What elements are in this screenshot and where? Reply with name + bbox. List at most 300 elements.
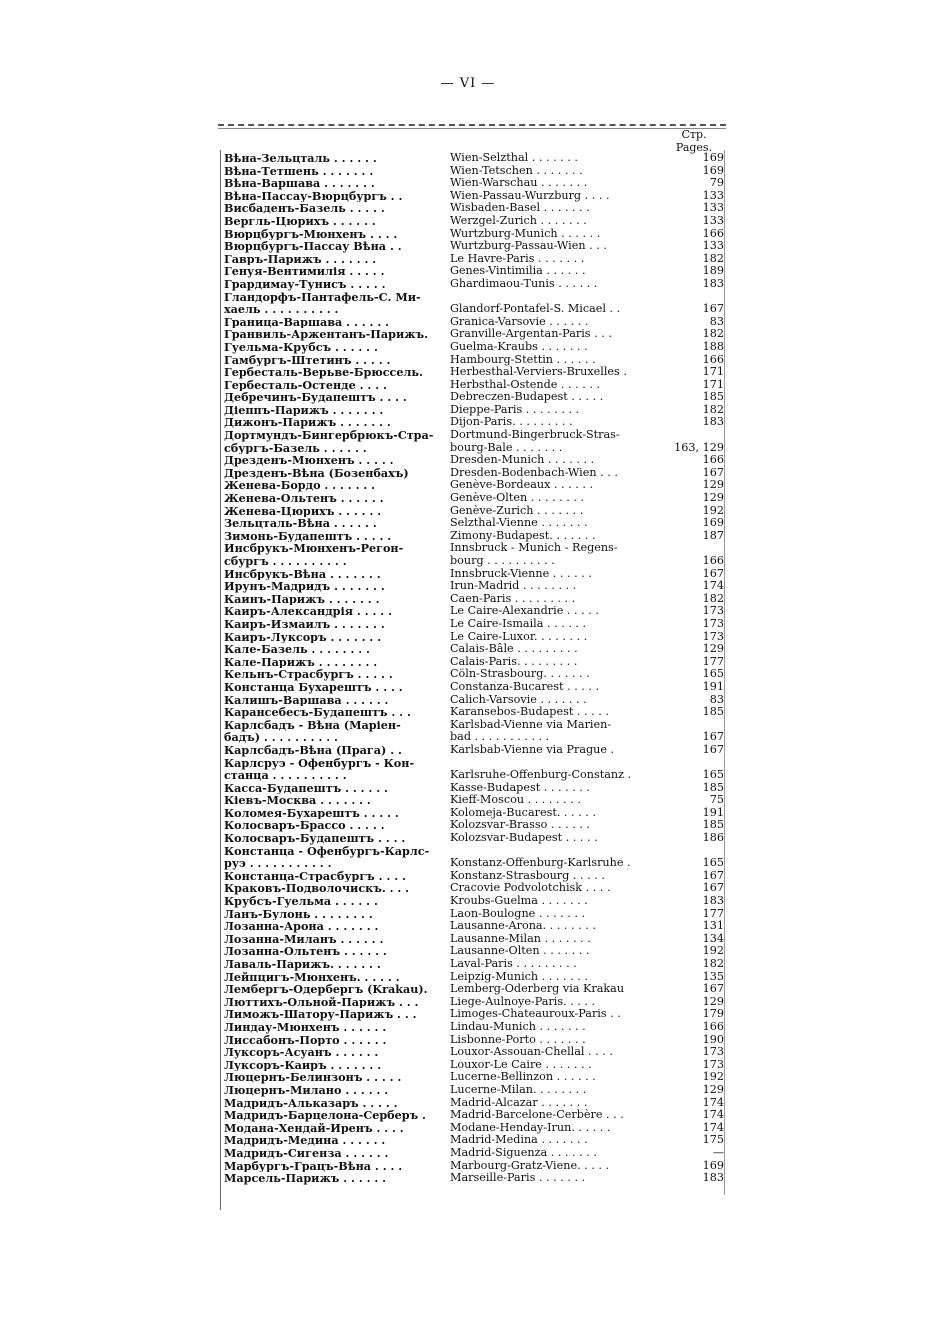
- route-name-latin: Le Havre-Paris . . . . . . .: [450, 252, 585, 265]
- route-name-latin: Granica-Varsovie . . . . . .: [450, 315, 589, 328]
- table-row: [224, 1059, 724, 1072]
- route-name-russian: Ирунъ-Мадридъ . . . . . . .: [224, 580, 385, 593]
- page-number-cell: 133: [702, 214, 724, 227]
- page-number-cell: 169: [702, 517, 724, 530]
- table-row: [224, 719, 724, 744]
- table-row: [224, 782, 724, 795]
- route-name-latin: Madrid-Alcazar . . . . . . .: [450, 1096, 588, 1109]
- page-number-cell: 167: [702, 882, 724, 895]
- route-name-latin: Lindau-Munich . . . . . . .: [450, 1020, 586, 1033]
- table-row: [224, 832, 724, 845]
- route-name-latin: Irun-Madrid . . . . . . . .: [450, 580, 577, 593]
- table-row: [224, 1172, 724, 1185]
- route-name-russian: Каиръ-Луксоръ . . . . . . .: [224, 630, 382, 644]
- page-number-cell: 183: [702, 1172, 724, 1185]
- route-name-latin: Wurtzburg-Munich . . . . . .: [450, 227, 601, 240]
- table-row: [224, 228, 724, 241]
- route-name-latin: Genève-Bordeaux . . . . . .: [450, 479, 594, 492]
- route-name-latin: Lemberg-Oderberg via Krakau: [450, 983, 625, 996]
- header-rule-thin: [218, 128, 726, 129]
- table-row: [224, 316, 724, 329]
- page-number-cell: 177: [702, 907, 724, 920]
- route-name-latin: Limoges-Chateauroux-Paris . .: [450, 1008, 621, 1021]
- table-row: [224, 354, 724, 367]
- route-name-latin: Wien-Selzthal . . . . . . .: [450, 152, 578, 164]
- route-name-latin: Genes-Vintimilia . . . . . .: [450, 265, 586, 278]
- route-name-latin: Lausanne-Milan . . . . . . .: [450, 932, 591, 945]
- page-number-cell: 173: [702, 630, 724, 643]
- page-number-cell: 83: [709, 693, 724, 706]
- table-row: [224, 253, 724, 266]
- route-name-russian: Кіевъ-Москва . . . . . . .: [224, 794, 371, 807]
- table-row: [224, 479, 724, 492]
- route-name-latin: Karlsruhe-Offenburg-Constanz .: [450, 768, 632, 782]
- table-row: [224, 580, 724, 593]
- route-name-latin: Caen-Paris . . . . . . . . .: [450, 592, 576, 605]
- page-number-cell: 174: [702, 1109, 724, 1122]
- page-number-cell: 167: [702, 302, 724, 316]
- route-name-russian: Генуя-Вентимилія . . . . .: [224, 265, 385, 278]
- header-rule: [218, 124, 726, 126]
- page-number-cell: 174: [702, 1096, 724, 1109]
- route-name-russian: Мадридъ-Сигенза . . . . . .: [224, 1146, 389, 1160]
- route-name-russian: Гамбургъ-Штетинъ . . . . .: [224, 353, 391, 367]
- route-name-latin: Karansebos-Budapest . . . . .: [450, 706, 609, 719]
- route-name-latin: Lisbonne-Porto . . . . . . .: [450, 1033, 586, 1046]
- route-name-russian: Граница-Варшава . . . . . .: [224, 315, 389, 329]
- page-number-cell: 79: [709, 177, 724, 190]
- table-row: [224, 152, 724, 165]
- table-row: [224, 379, 724, 392]
- route-name-latin: Kolozsvar-Budapest . . . . .: [450, 832, 598, 845]
- route-name-latin: Calich-Varsovie . . . . . . .: [450, 693, 587, 706]
- route-name-russian: Женева-Цюрихъ . . . . . .: [224, 504, 382, 518]
- route-name-russian: Вѣна-Варшава . . . . . . .: [224, 177, 375, 190]
- route-name-latin: Dresden-Munich . . . . . . .: [450, 454, 595, 467]
- route-name-latin: Kieff-Moscou . . . . . . . .: [450, 794, 581, 807]
- table-row: [224, 568, 724, 581]
- table-row: [224, 1084, 724, 1097]
- table-row: [224, 366, 724, 379]
- table-row: [224, 694, 724, 707]
- route-name-latin: Wien-Tetschen . . . . . . .: [450, 164, 583, 177]
- page-number-cell: 182: [702, 592, 724, 605]
- table-row: [224, 933, 724, 946]
- route-name-russian: Дижонъ-Парижъ . . . . . . .: [224, 416, 391, 430]
- route-name-latin: Laval-Paris . . . . . . . . .: [450, 958, 577, 970]
- route-name-latin: Konstanz-Strasbourg . . . . .: [450, 869, 605, 882]
- route-name-latin: Wurtzburg-Passau-Wien . . .: [450, 240, 607, 253]
- page-number-cell: 167: [702, 743, 724, 756]
- table-row: [224, 202, 724, 215]
- table-row: [224, 920, 724, 933]
- route-name-russian: Лейпцигъ-Мюнхенъ. . . . . .: [224, 970, 400, 984]
- route-name-russian: Гавръ-Парижъ . . . . . . .: [224, 252, 377, 266]
- table-row: [224, 429, 724, 454]
- page-number-cell: 173: [702, 617, 724, 630]
- route-name-russian: Дрезденъ-Вѣна (Бозенбахъ): [224, 466, 409, 480]
- route-name-latin: Madrid-Barcelone-Cerbère . . .: [450, 1109, 624, 1122]
- table-row: [224, 190, 724, 203]
- page-number-cell: 134: [702, 932, 724, 945]
- table-row: [224, 882, 724, 895]
- page-number-cell: 183: [702, 895, 724, 908]
- table-row: [224, 1034, 724, 1047]
- page-number-cell: 171: [702, 366, 724, 379]
- page-number-cell: 131: [702, 920, 724, 933]
- table-row: [224, 744, 724, 757]
- route-name-latin: Le Caire-Luxor. . . . . . . .: [450, 630, 588, 643]
- route-name-russian: Гербесталь-Остенде . . . .: [224, 378, 387, 392]
- table-row: [224, 996, 724, 1009]
- table-row: [224, 278, 724, 291]
- route-name-latin: Selzthal-Vienne . . . . . . .: [450, 517, 588, 530]
- route-name-russian: Гландорфъ-Пантафель-С. Ми- хаель . . . . . . . . . .: [224, 290, 421, 316]
- page-number-cell: 129: [702, 1083, 724, 1096]
- route-name-russian: Лаваль-Парижъ. . . . . . .: [224, 958, 381, 971]
- route-name-latin: Madrid-Siguenza . . . . . . .: [450, 1146, 597, 1159]
- page-number-cell: 182: [702, 328, 724, 341]
- route-name-latin: Constanza-Bucarest . . . . .: [450, 680, 600, 693]
- page-number-cell: 169: [702, 1159, 724, 1172]
- table-row: [224, 794, 724, 807]
- route-name-russian: Колосваръ-Брассо . . . . .: [224, 819, 385, 833]
- page-number-cell: 189: [702, 265, 724, 278]
- page-number-cell: 179: [702, 1008, 724, 1021]
- page-number-cell: 169: [702, 152, 724, 164]
- route-name-latin: Genève-Olten . . . . . . . .: [450, 492, 585, 505]
- table-row: [224, 593, 724, 606]
- page-number-cell: 185: [702, 391, 724, 404]
- route-name-latin: Louxor-Le Caire . . . . . . .: [450, 1058, 592, 1071]
- route-name-latin: Calais-Paris. . . . . . . . .: [450, 655, 578, 668]
- route-name-latin: Herbsthal-Ostende . . . . . .: [450, 378, 601, 391]
- route-name-russian: Лозанна-Ольтенъ . . . . . .: [224, 945, 387, 958]
- route-name-latin: Dortmund-Bingerbruck-Stras- bourg-Bale . . . . . . .: [450, 429, 620, 454]
- page-number-cell: 167: [702, 730, 724, 744]
- table-row: [224, 757, 724, 782]
- route-name-russian: Кельнъ-Страсбургъ . . . . .: [224, 668, 393, 681]
- route-name-latin: Lausanne-Olten . . . . . . .: [450, 945, 590, 958]
- route-name-russian: Каиръ-Измаилъ . . . . . . .: [224, 617, 385, 631]
- route-name-russian: Луксоръ-Асуанъ . . . . . .: [224, 1046, 379, 1059]
- route-name-latin: Karlsbab-Vienne via Prague .: [450, 743, 615, 756]
- page-number-cell: 165: [702, 668, 724, 681]
- page-number-cell: 166: [702, 227, 724, 240]
- route-name-latin: Kolomeja-Bucarest. . . . . .: [450, 806, 596, 819]
- page-number-cell: 166: [702, 1020, 724, 1033]
- table-row: [224, 681, 724, 694]
- route-name-russian: Мадридъ-Альказаръ . . . . .: [224, 1096, 398, 1110]
- route-name-latin: Glandorf-Pontafel-S. Micael . .: [450, 302, 621, 316]
- route-name-latin: Guelma-Kraubs . . . . . . .: [450, 340, 588, 353]
- table-row: [224, 215, 724, 228]
- route-name-latin: Zimony-Budapest. . . . . . .: [450, 529, 596, 542]
- page-number-cell: 165: [702, 856, 724, 870]
- page-number-cell: 166: [702, 454, 724, 467]
- table-row: [224, 618, 724, 631]
- column-header-pages-ru: Стр.: [681, 128, 707, 141]
- table-row: [224, 983, 724, 996]
- table-row: [224, 668, 724, 681]
- route-name-russian: Мадридъ-Медина . . . . . .: [224, 1134, 386, 1147]
- route-name-russian: Касса-Будапештъ . . . . . .: [224, 781, 388, 795]
- route-name-russian: Кале-Парижъ . . . . . . . .: [224, 655, 378, 669]
- route-name-russian: Инсбрукъ-Мюнхенъ-Регон- сбургъ . . . . . . . . . .: [224, 542, 404, 568]
- route-name-russian: Луксоръ-Каиръ . . . . . . .: [224, 1058, 382, 1072]
- route-name-latin: Wien-Passau-Wurzburg . . . .: [450, 189, 610, 202]
- table-row: [224, 895, 724, 908]
- route-name-russian: Грардимау-Тунисъ . . . . .: [224, 277, 386, 291]
- page-number-cell: 192: [702, 1071, 724, 1084]
- page-number-cell: 183: [702, 416, 724, 429]
- route-name-russian: Лозанна-Миланъ . . . . . .: [224, 932, 384, 946]
- page-number-cell: 135: [702, 970, 724, 983]
- page-number-cell: 129: [702, 995, 724, 1008]
- route-name-latin: Werzgel-Zurich . . . . . . .: [450, 214, 587, 227]
- page-number-cell: 171: [702, 378, 724, 391]
- route-name-russian: Люцернъ-Белинзонъ . . . . .: [224, 1071, 402, 1084]
- route-name-russian: Висбаденъ-Базель . . . . .: [224, 202, 385, 215]
- table-row: [224, 1046, 724, 1059]
- route-name-russian: Констанца-Страсбургъ . . . .: [224, 869, 406, 883]
- page-number-cell: 185: [702, 819, 724, 832]
- table-row: [224, 328, 724, 341]
- page-number-cell: 192: [702, 504, 724, 517]
- route-name-latin: Innsbruck - Munich - Regens- bourg . . . . . . . . . .: [450, 542, 618, 567]
- table-row: [224, 1109, 724, 1122]
- page-number-cell: 174: [702, 580, 724, 593]
- route-name-russian: Карлсруэ - Офенбургъ - Кон- станца . . . . . . . . . .: [224, 756, 415, 782]
- route-name-russian: Вѣна-Пассау-Вюрцбургъ . .: [224, 189, 403, 203]
- page-number-cell: 177: [702, 655, 724, 668]
- page-number-cell: 129: [702, 643, 724, 656]
- table-row: [224, 1021, 724, 1034]
- route-name-russian: Каинъ-Парижъ . . . . . . .: [224, 592, 380, 606]
- page-number-cell: 129: [702, 492, 724, 505]
- route-name-latin: Wisbaden-Basel . . . . . . .: [450, 202, 590, 215]
- route-name-russian: Лиможъ-Шатору-Парижъ . . .: [224, 1008, 417, 1021]
- route-name-latin: Le Caire-Alexandrie . . . . .: [450, 605, 599, 618]
- table-row: [224, 605, 724, 618]
- table-row: [224, 656, 724, 669]
- table-row: [224, 404, 724, 417]
- route-name-latin: Lausanne-Arona. . . . . . . .: [450, 920, 596, 933]
- route-name-latin: Granville-Argentan-Paris . . .: [450, 328, 612, 341]
- route-name-latin: Marseille-Paris . . . . . . .: [450, 1172, 586, 1185]
- page-number: — VI —: [440, 76, 496, 91]
- route-name-latin: Lucerne-Bellinzon . . . . . .: [450, 1071, 596, 1084]
- route-name-latin: Cracovie Podvolotchisk . . . .: [450, 882, 611, 895]
- page-number-cell: 191: [702, 806, 724, 819]
- page-number-cell: 163, 129: [674, 440, 724, 454]
- table-row: [224, 1122, 724, 1135]
- page-number-cell: 165: [702, 768, 724, 782]
- table-row: [224, 807, 724, 820]
- route-name-russian: Марбургъ-Грацъ-Вѣна . . . .: [224, 1159, 403, 1173]
- page-number-cell: 173: [702, 1058, 724, 1071]
- table-row: [224, 1147, 724, 1160]
- table-row: [224, 1071, 724, 1084]
- page-number-cell: 75: [709, 794, 724, 807]
- page-number-cell: 133: [702, 202, 724, 215]
- table-row: [224, 945, 724, 958]
- route-name-russian: Колосваръ-Будапештъ . . . .: [224, 832, 406, 845]
- route-name-latin: Leipzig-Munich . . . . . . .: [450, 970, 588, 983]
- route-name-russian: Люцернъ-Милано . . . . . .: [224, 1083, 389, 1097]
- route-name-latin: Karlsbad-Vienne via Marien- bad . . . . . . . . . . .: [450, 718, 612, 744]
- route-name-russian: Гранвиль-Аржентанъ-Парижъ.: [224, 328, 429, 341]
- route-name-latin: Lucerne-Milan. . . . . . . .: [450, 1083, 587, 1096]
- route-name-latin: Dresden-Bodenbach-Wien . . .: [450, 466, 618, 479]
- page-number-cell: 173: [702, 1046, 724, 1059]
- table-row: [224, 492, 724, 505]
- table-row: [224, 908, 724, 921]
- route-name-latin: Laon-Boulogne . . . . . . .: [450, 907, 586, 920]
- table-row: [224, 958, 724, 971]
- left-margin-rule: [220, 150, 221, 1210]
- route-name-latin: Debreczen-Budapest . . . . .: [450, 391, 604, 404]
- route-name-russian: Краковъ-Подволочискъ. . . .: [224, 882, 410, 896]
- route-name-latin: Kasse-Budapest . . . . . . .: [450, 781, 590, 794]
- route-name-russian: Лозанна-Арона . . . . . . .: [224, 920, 379, 933]
- route-name-russian: Ланъ-Булонь . . . . . . . .: [224, 907, 373, 921]
- page-number-cell: 83: [709, 315, 724, 328]
- table-row: [224, 870, 724, 883]
- route-name-russian: Вергль-Цюрихъ . . . . . .: [224, 214, 376, 228]
- route-name-latin: Genève-Zurich . . . . . . .: [450, 504, 584, 517]
- route-name-latin: Modane-Henday-Irun. . . . . .: [450, 1121, 611, 1134]
- table-row: [224, 165, 724, 178]
- route-name-russian: Люттихъ-Ольной-Парижъ . . .: [224, 995, 419, 1009]
- route-name-russian: Зельцталь-Вѣна . . . . . .: [224, 517, 377, 530]
- route-name-latin: Ghardimaou-Tunis . . . . . .: [450, 277, 598, 290]
- table-row: [224, 631, 724, 644]
- table-row: [224, 177, 724, 190]
- index-table: [224, 152, 724, 1185]
- route-name-russian: Женева-Бордо . . . . . . .: [224, 479, 376, 493]
- route-name-latin: Herbesthal-Verviers-Bruxelles .: [450, 366, 627, 379]
- route-name-russian: Дебречинъ-Будапештъ . . . .: [224, 391, 407, 404]
- route-name-latin: Marbourg-Gratz-Viene. . . . .: [450, 1159, 610, 1172]
- route-name-russian: Карлсбадъ - Вѣна (Маріен- бадъ) . . . . . . . . . .: [224, 718, 401, 744]
- route-name-russian: Коломея-Бухарештъ . . . . .: [224, 806, 399, 820]
- page-number-cell: 175: [702, 1134, 724, 1147]
- route-name-latin: Konstanz-Offenburg-Karlsruhe .: [450, 856, 631, 870]
- page-number-cell: 166: [702, 353, 724, 366]
- table-row: [224, 291, 724, 316]
- route-name-russian: Гуельма-Крубсъ . . . . . .: [224, 340, 378, 354]
- route-name-russian: Констанца Бухарештъ . . . .: [224, 680, 403, 694]
- page-number-cell: 166: [702, 554, 724, 567]
- route-name-russian: Зимонь-Будапештъ . . . . .: [224, 529, 392, 543]
- page-number-cell: 192: [702, 945, 724, 958]
- table-row: [224, 454, 724, 467]
- route-name-russian: Вюрцбургъ-Пассау Вѣна . .: [224, 240, 402, 253]
- route-name-latin: Dieppe-Paris . . . . . . . .: [450, 403, 580, 416]
- table-row: [224, 706, 724, 719]
- route-name-latin: Dijon-Paris. . . . . . . . .: [450, 416, 573, 429]
- route-name-russian: Мадридъ-Барцелона-Серберъ .: [224, 1109, 426, 1122]
- page-number-cell: 167: [702, 466, 724, 479]
- table-row: [224, 530, 724, 543]
- table-row: [224, 1134, 724, 1147]
- route-name-russian: Инсбрукъ-Вѣна . . . . . . .: [224, 567, 381, 581]
- page-number-cell: 167: [702, 567, 724, 580]
- route-name-latin: Madrid-Medina . . . . . . .: [450, 1134, 588, 1147]
- table-row: [224, 240, 724, 253]
- route-name-russian: Вѣна-Тетшень . . . . . . .: [224, 164, 374, 178]
- route-name-russian: Карлсбадъ-Вѣна (Прага) . .: [224, 743, 402, 757]
- route-name-russian: Каиръ-Александрія . . . . .: [224, 605, 392, 618]
- page-number-cell: 174: [702, 1121, 724, 1134]
- table-row: [224, 1008, 724, 1021]
- right-margin-rule: [724, 150, 725, 1195]
- page-number-cell: 182: [702, 958, 724, 970]
- route-name-latin: Calais-Bâle . . . . . . . . .: [450, 643, 578, 656]
- page-number-cell: 191: [702, 680, 724, 693]
- route-name-russian: Карансебесъ-Будапештъ . . .: [224, 706, 411, 719]
- route-name-russian: Линдау-Мюнхенъ . . . . . .: [224, 1020, 387, 1034]
- table-row: [224, 467, 724, 480]
- route-name-russian: Вѣна-Зельцталь . . . . . .: [224, 152, 377, 165]
- route-name-russian: Кале-Базель . . . . . . . .: [224, 643, 370, 656]
- page-number-cell: —: [712, 1146, 724, 1159]
- page-number-cell: 182: [702, 252, 724, 265]
- page-number-cell: 188: [702, 340, 724, 353]
- page-number-cell: 187: [702, 529, 724, 542]
- table-row: [224, 517, 724, 530]
- table-row: [224, 643, 724, 656]
- route-name-latin: Liege-Aulnoye-Paris. . . . .: [450, 995, 596, 1008]
- table-row: [224, 265, 724, 278]
- route-name-russian: Діеппъ-Парижъ . . . . . . .: [224, 403, 384, 417]
- page-number-cell: 186: [702, 832, 724, 845]
- route-name-russian: Лиссабонъ-Порто . . . . . .: [224, 1033, 387, 1047]
- route-name-russian: Дортмундъ-Бингербрюкъ-Стра- сбургъ-Базель . . . . . .: [224, 429, 434, 455]
- route-name-russian: Женева-Ольтенъ . . . . . .: [224, 492, 384, 505]
- route-name-russian: Крубсъ-Гуельма . . . . . .: [224, 895, 378, 908]
- table-row: [224, 542, 724, 567]
- route-name-latin: Cöln-Strasbourg. . . . . . .: [450, 668, 590, 681]
- route-name-russian: Вюрцбургъ-Мюнхенъ . . . .: [224, 227, 398, 241]
- route-name-russian: Калишъ-Варшава . . . . . .: [224, 693, 389, 707]
- table-row: [224, 391, 724, 404]
- page-number-cell: 183: [702, 277, 724, 290]
- page-number-cell: 133: [702, 189, 724, 202]
- page-number-cell: 169: [702, 164, 724, 177]
- route-name-latin: Innsbruck-Vienne . . . . . .: [450, 567, 592, 580]
- route-name-russian: Констанца - Офенбургъ-Карлс- руэ . . . . . . . . . . .: [224, 844, 430, 870]
- table-row: [224, 1097, 724, 1110]
- page-number-cell: 182: [702, 403, 724, 416]
- page-number-cell: 173: [702, 605, 724, 618]
- route-name-russian: Лембергъ-Одербергъ (Krakau).: [224, 983, 428, 996]
- route-name-russian: Марсель-Парижъ . . . . . .: [224, 1172, 387, 1185]
- table-row: [224, 416, 724, 429]
- route-name-russian: Гербесталь-Верьве-Брюссель.: [224, 366, 423, 379]
- page-number-cell: 167: [702, 869, 724, 882]
- table-row: [224, 505, 724, 518]
- table-row: [224, 971, 724, 984]
- route-name-latin: Louxor-Assouan-Chellal . . . .: [450, 1046, 613, 1059]
- route-name-latin: Kolozsvar-Brasso . . . . . .: [450, 819, 590, 832]
- table-row: [224, 341, 724, 354]
- route-name-latin: Wien-Warschau . . . . . . .: [450, 177, 588, 190]
- page-number-cell: 167: [702, 983, 724, 996]
- route-name-russian: Дрезденъ-Мюнхенъ . . . . .: [224, 454, 394, 467]
- table-row: [224, 845, 724, 870]
